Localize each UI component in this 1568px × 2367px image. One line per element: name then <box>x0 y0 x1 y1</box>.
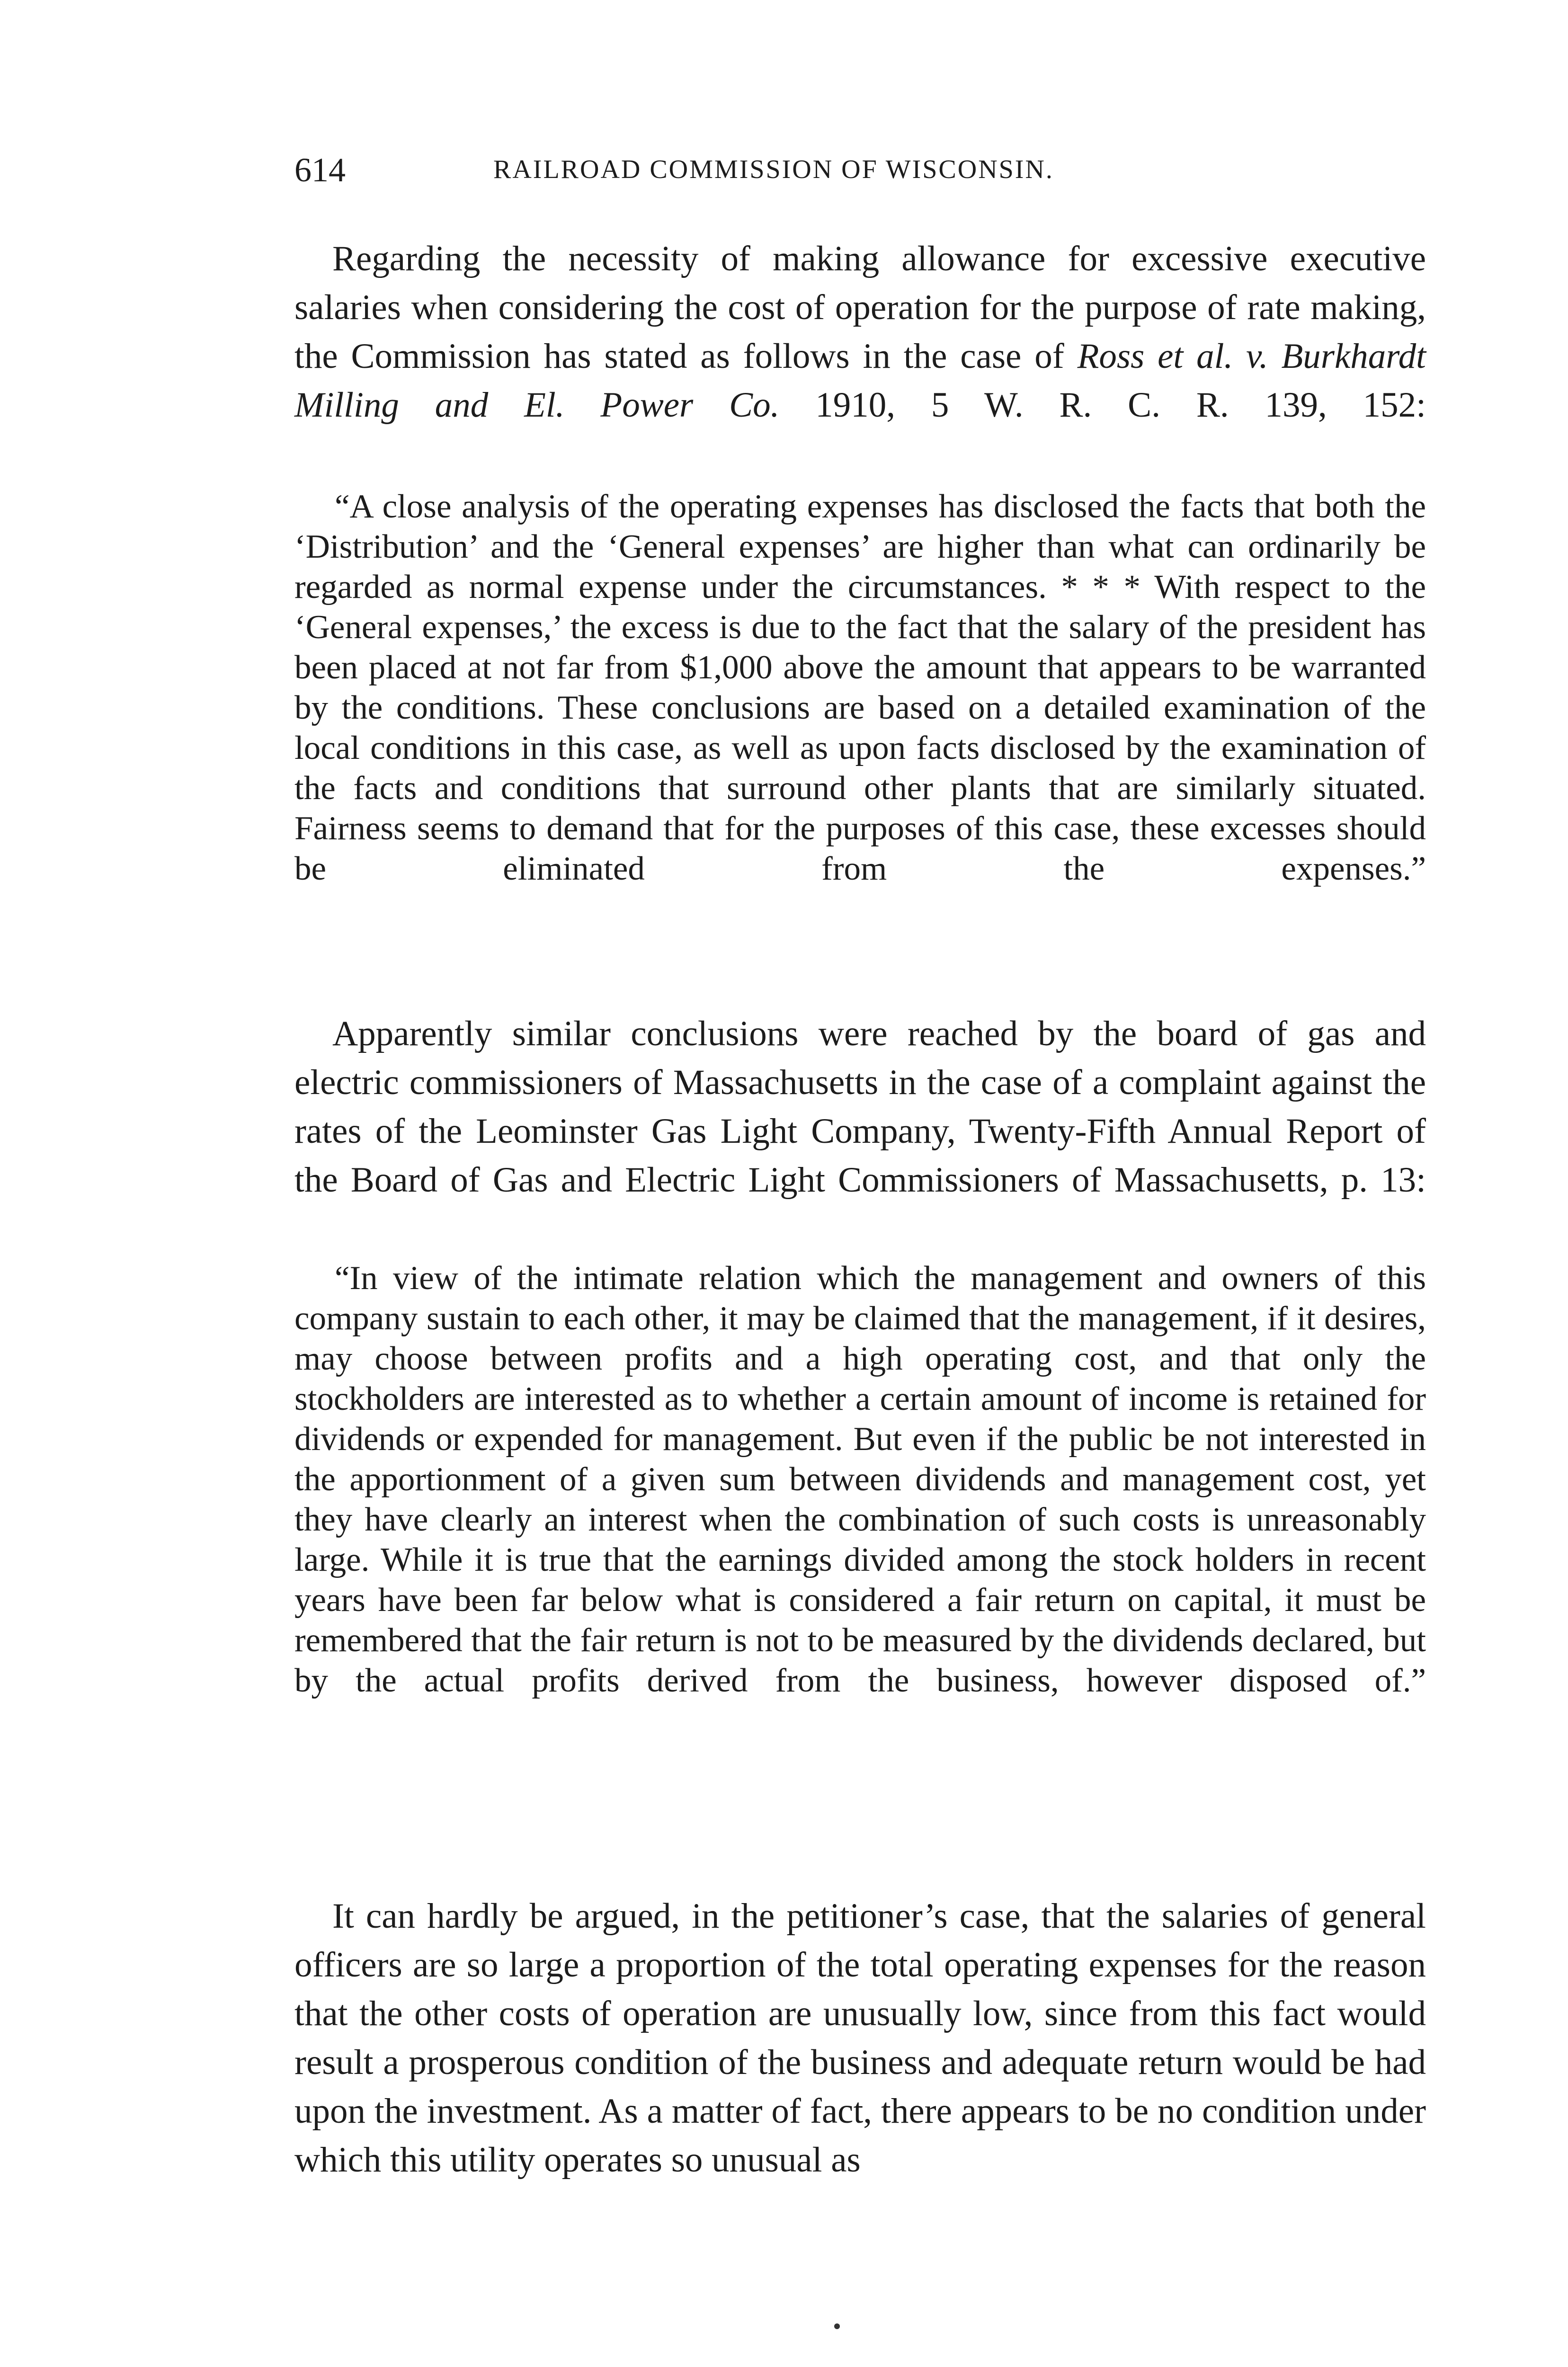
page-number: 614 <box>294 151 346 189</box>
paragraph-intro <box>294 234 1426 429</box>
page-header <box>294 151 1426 193</box>
print-speck <box>834 2323 840 2329</box>
paragraph-massachusetts: Apparently similar conclusions were reached by the board of gas and electric commissioners of Massachusetts in the case of a complaint against the rates of the Leominster Gas Light Company, Twenty-Fifth Annual Report of the Board of Gas and Electric Light Commissioners of Massachusetts, p. 13: <box>294 1014 1426 1200</box>
running-head: RAILROAD COMMISSION OF WISCONSIN. <box>493 155 1054 184</box>
paragraph-intro-citation: 1910, 5 W. R. C. R. 139, 152: <box>779 385 1426 425</box>
paragraph-petitioner: It can hardly be argued, in the petitioner’s case, that the salaries of general officers are so large a proportion of the total operating expenses for the reason that the other costs of operation are unusually low, since from this fact would result a prosperous condition of the business and adequate return would be had upon the investment. As a matter of fact, there appears to be no condition under which this utility operates so unusual as <box>294 1896 1426 2180</box>
case-citation: Ross et al. v. Burkhardt Milling and El. Power Co. <box>294 337 1426 425</box>
quote-leominster-case: “In view of the intimate relation which the management and owners of this company sustain to each other, it may be claimed that the management, if it desires, may choose between profits and a high operating cost, and that only the stockholders are interested as to whether a certain amount of income is retained for dividends or expended for management. But even if the public be not interested in the apportionment of a given sum between dividends and management cost, yet they have clearly an interest when the combination of such costs is unreasonably large. While it is true that the earnings divided among the stock holders in recent years have been far below what is considered a fair return on capital, it must be remembered that the fair return is not to be measured by the dividends declared, but by the actual profits derived from the business, however disposed of.” <box>294 1260 1426 1699</box>
quote-ross-case: “A close analysis of the operating expenses has disclosed the facts that both the ‘Distribution’ and the ‘General expenses’ are higher than what can ordinarily be regarded as normal expense under the circumstances. * * * With respect to the ‘General expenses,’ the excess is due to the fact that the salary of the president has been placed at not far from $1,000 above the amount that appears to be warranted by the conditions. These conclusions are based on a detailed examination of the local conditions in this case, as well as upon facts disclosed by the examination of the facts and conditions that surround other plants that are similarly situated. Fairness seems to demand that for the purposes of this case, these excesses should be eliminated from the expenses.” <box>294 488 1426 887</box>
paragraph-intro-lead: Regarding the necessity of making allowance for excessive executive salaries when considering the cost of operation for the purpose of rate making, the Commission has stated as follows in the case of <box>294 239 1426 376</box>
